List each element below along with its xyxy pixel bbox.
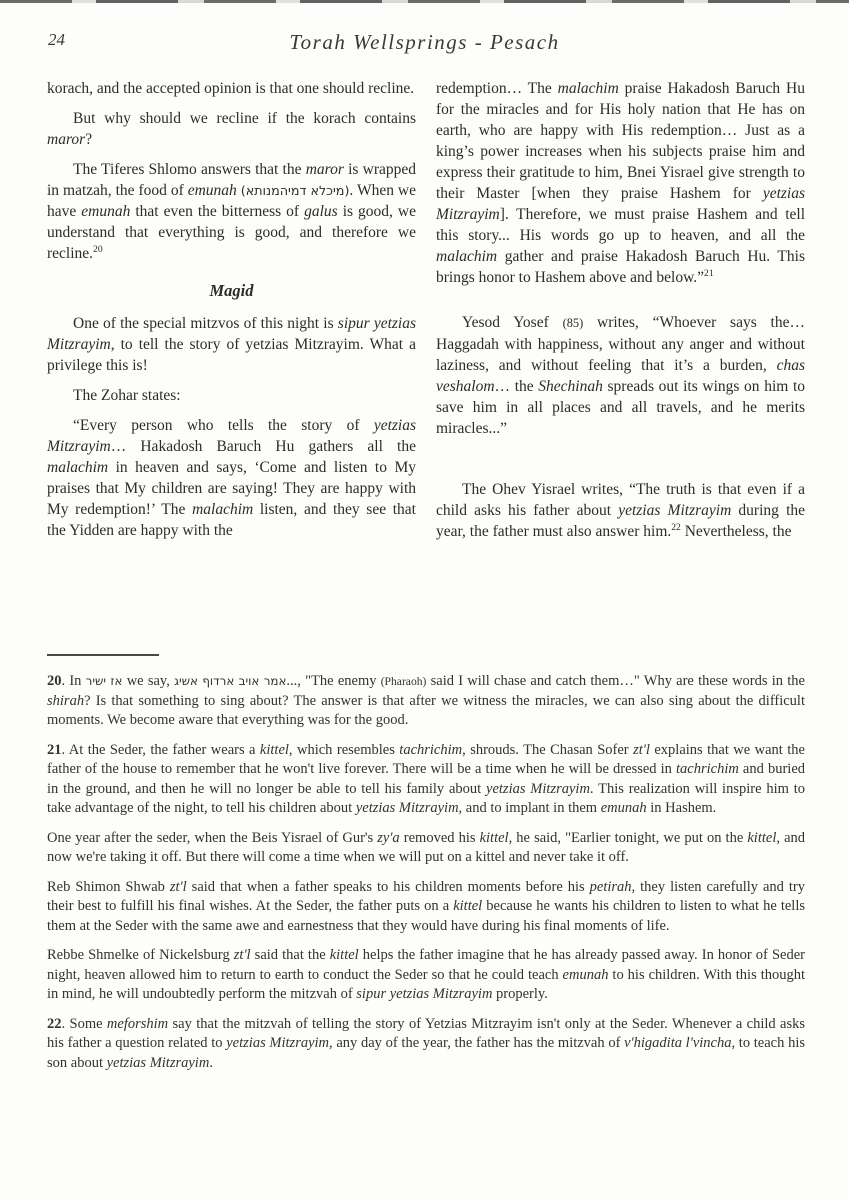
page-title: Torah Wellsprings - Pesach	[289, 30, 560, 54]
page-number: 24	[48, 30, 65, 49]
paragraph: 20. In אז ישיר we say, אמר אויב ארדוף אשיג..., "The enemy (Pharaoh) said I will chase and catch them…" Why are these words in the shirah? Is that something to sing about? The answer is that after we witness the miracles, we can also sing about the difficult moments. We become aware that everything was for the good.	[47, 673, 805, 728]
paragraph: Rebbe Shmelke of Nickelsburg zt'l said that the kittel helps the father imagine that he has already passed away. In honor of Seder night, heaven allowed him to return to earth to conduct the Seder so that he could teach emunah to his children. With this thought in mind, he will undoubtedly perform the mitzvah of sipur yetzias Mitzrayim properly.	[47, 947, 805, 1002]
paragraph: 21. At the Seder, the father wears a kittel, which resembles tachrichim, shrouds. The Chasan Sofer zt'l explains that we want the father of the house to remember that he won't live forever. There will be a time when he will be dressed in tachrichim and buried in the ground, and then he will no longer be able to tell his family about yetzias Mitzrayim. This realization will inspire him to take advantage of the night, to tell his children about yetzias Mitzrayim, and to implant in them emunah in Hashem.	[47, 741, 806, 816]
paragraph: But why should we recline if the korach contains maror?	[47, 110, 416, 148]
paragraph: The Ohev Yisrael writes, “The truth is that even if a child asks his father about yetzias Mitzrayim during the year, the father must also answer him.$^{22}$ Nevertheless, the	[436, 481, 806, 540]
paragraph: One year after the seder, when the Beis Yisrael of Gur's zy'a removed his kittel, he said, "Earlier tonight, we put on the kittel, and now we're taking it off. But there will come a time when we will put on a kittel and never take it off.	[47, 829, 806, 865]
right-column	[436, 78, 805, 551]
page-header	[0, 0, 849, 64]
paragraph: The Zohar states:	[73, 387, 181, 404]
paragraph: One of the special mitzvos of this night is sipur yetzias Mitzrayim, to tell the story of yetzias Mitzrayim. What a privilege this is!	[47, 315, 417, 374]
paragraph: “Every person who tells the story of yetzias Mitzrayim… Hakadosh Baruch Hu gathers all the malachim in heaven and says, ‘Come and listen to My praises that My children are saying! They are happy with My redemption!’ The malachim listen, and they see that the Yidden are happy with the	[47, 417, 416, 539]
paragraph: Reb Shimon Shwab zt'l said that when a father speaks to his children moments before his petirah, they listen carefully and try their best to fulfill his final wishes. At the Seder, the father puts on a kittel because he wants his children to listen to what he tells them at the Seder with the same awe and earnestness that they would have during his final moments of life.	[47, 878, 806, 934]
left-column	[47, 78, 416, 551]
paragraph: The Tiferes Shlomo answers that the maror is wrapped in matzah, the food of emunah (מיכלא דמיהמנותא). When we have emunah that even the bitterness of galus is good, we understand that everything is good, and therefore we recline.$^{20}$	[47, 161, 416, 262]
paragraph: korach, and the accepted opinion is that one should recline.	[47, 80, 415, 97]
paragraph: Yesod Yosef (85) writes, “Whoever says the… Haggadah with happiness, without any anger and without laziness, and without feeling that it’s a burden, chas veshalom… the Shechinah spreads out its wings on him to save him in all places and all travels, and he merits miracles...”	[436, 314, 806, 437]
footnotes-section	[47, 654, 805, 1083]
paragraph: redemption… The malachim praise Hakadosh Baruch Hu for the miracles and for His holy nation that He has on earth, who are happy with His redemption… Just as a king’s power increases when his subjects praise him and express their gratitude to him, Bnei Yisrael give strength to their Master [when they praise Hashem for yetzias Mitzrayim]. Therefore, we must praise Hashem and tell this story... His words go up to heaven, and all the malachim gather and praise Hakadosh Baruch Hu. This brings honor to Hashem above and below.”$^{21}$	[436, 80, 805, 286]
text-columns	[47, 78, 805, 551]
footnotes-body	[47, 672, 805, 1073]
section-heading: Magid	[209, 281, 254, 300]
paragraph: 22. Some meforshim say that the mitzvah of telling the story of Yetzias Mitzrayim isn't only at the Seder. Whenever a child asks his father a question related to yetzias Mitzrayim, any day of the year, the father has the mitzvah of v'higadita l'vincha, to teach his son about yetzias Mitzrayim.	[47, 1015, 805, 1071]
footnotes-separator	[47, 654, 159, 656]
